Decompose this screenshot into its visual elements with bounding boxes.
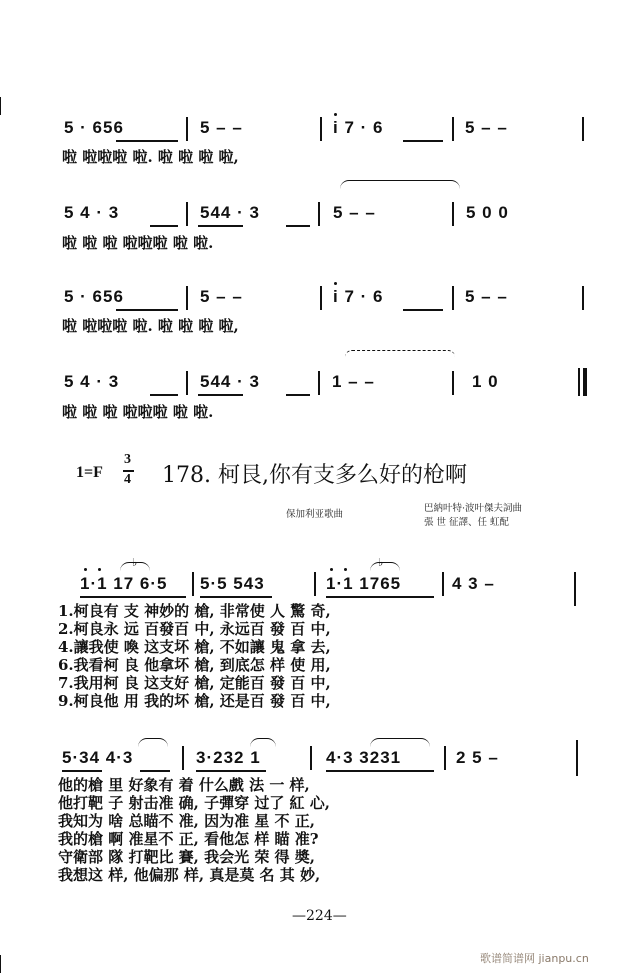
notes-song-1d: 4 3 – bbox=[452, 574, 495, 593]
notes-prev-1b: 5 – – bbox=[200, 118, 243, 137]
barline bbox=[314, 572, 316, 596]
verse-line: 6.我看柯 良 他拿坏 槍, 到底怎 样 使 用, bbox=[58, 656, 331, 674]
high-dot bbox=[334, 282, 337, 285]
beam bbox=[200, 596, 272, 598]
verse-line: 他打靶 子 射击准 确, 子彈穿 过了 紅 心, bbox=[58, 794, 331, 812]
notes-prev-2d: 5 0 0 bbox=[466, 203, 509, 222]
barline bbox=[582, 286, 584, 310]
notes-prev-4d: 1 0 bbox=[472, 372, 499, 391]
verse-line: 2.柯良永 远 百發百 中, 永远百 發 百 中, bbox=[58, 620, 331, 638]
verse-line: 4.讓我使 喚 这支坏 槍, 不如讓 鬼 拿 去, bbox=[58, 638, 331, 656]
barline bbox=[452, 117, 454, 141]
notes-prev-1d: 5 – – bbox=[465, 118, 508, 137]
barline bbox=[452, 286, 454, 310]
barline bbox=[452, 371, 454, 395]
watermark: 歌谱简谱网 jianpu.cn bbox=[480, 952, 589, 965]
barline bbox=[574, 572, 576, 606]
notes-song-1a: 1·1 17 6·5 bbox=[80, 574, 168, 593]
high-dot bbox=[98, 568, 101, 571]
slur bbox=[345, 350, 455, 357]
time-signature-top: 3 bbox=[124, 452, 131, 467]
beam bbox=[403, 309, 443, 311]
notes-song-2a: 5·34 4·3 bbox=[62, 748, 134, 767]
key-signature: 1=F bbox=[76, 464, 103, 481]
barline bbox=[582, 117, 584, 141]
margin-mark bbox=[0, 97, 3, 115]
barline bbox=[186, 202, 188, 226]
final-barline-thin bbox=[578, 368, 580, 396]
barline bbox=[192, 572, 194, 596]
barline bbox=[320, 286, 322, 310]
beam bbox=[116, 309, 178, 311]
notes-song-2d: 2 5 – bbox=[456, 748, 499, 767]
slur bbox=[340, 180, 460, 189]
notes-prev-4a: 5 4 · 3 bbox=[64, 372, 120, 391]
barline bbox=[444, 746, 446, 770]
verse-line: 7.我用柯 良 这支好 槍, 定能百 發 百 中, bbox=[58, 674, 331, 692]
beam bbox=[140, 770, 170, 772]
verse-line: 他的槍 里 好象有 着 什么戲 法 一 样, bbox=[58, 776, 310, 794]
beam bbox=[150, 394, 178, 396]
notes-song-2c: 4·3 3231 bbox=[326, 748, 402, 767]
notes-prev-4c: 1 – – bbox=[332, 372, 375, 391]
notes-prev-1c: i 7 · 6 bbox=[333, 118, 384, 137]
notes-prev-2b: 544 · 3 bbox=[200, 203, 260, 222]
notes-prev-3b: 5 – – bbox=[200, 287, 243, 306]
barline bbox=[186, 371, 188, 395]
barline bbox=[576, 740, 578, 776]
notes-prev-1a: 5 · 656 bbox=[64, 118, 124, 137]
flat-sign: ♭ bbox=[132, 556, 138, 569]
lyrics-prev-1: 啦 啦啦啦 啦. 啦 啦 啦 啦, bbox=[62, 148, 239, 166]
high-dot bbox=[344, 568, 347, 571]
slur bbox=[138, 738, 168, 747]
slur bbox=[370, 562, 400, 571]
notes-prev-4b: 544 · 3 bbox=[200, 372, 260, 391]
notes-song-2b: 3·232 1 bbox=[196, 748, 261, 767]
high-dot bbox=[330, 568, 333, 571]
beam bbox=[403, 140, 443, 142]
lyrics-prev-2: 啦 啦 啦 啦啦啦 啦 啦. bbox=[62, 234, 214, 252]
barline bbox=[310, 746, 312, 770]
beam bbox=[286, 225, 310, 227]
margin-mark bbox=[0, 955, 3, 973]
flat-sign: ♭ bbox=[378, 556, 384, 569]
barline bbox=[452, 202, 454, 226]
notes-prev-2a: 5 4 · 3 bbox=[64, 203, 120, 222]
high-dot bbox=[84, 568, 87, 571]
verse-line: 9.柯良他 用 我的坏 槍, 还是百 發 百 中, bbox=[58, 692, 331, 710]
verse-block-1 bbox=[58, 602, 331, 710]
beam bbox=[62, 770, 102, 772]
final-barline-thick bbox=[583, 368, 587, 396]
slur bbox=[250, 738, 276, 747]
beam bbox=[116, 140, 178, 142]
beam bbox=[198, 394, 243, 396]
beam bbox=[198, 225, 243, 227]
lyrics-prev-3: 啦 啦啦啦 啦. 啦 啦 啦 啦, bbox=[62, 317, 239, 335]
notes-song-1c: 1·1 1765 bbox=[326, 574, 402, 593]
barline bbox=[320, 117, 322, 141]
high-dot bbox=[334, 113, 337, 116]
verse-line: 1.柯良有 支 神妙的 槍, 非常使 人 驚 奇, bbox=[58, 602, 331, 620]
beam bbox=[150, 225, 178, 227]
verse-line: 我的槍 啊 准星不 正, 看他怎 样 瞄 准? bbox=[58, 830, 319, 848]
barline bbox=[318, 202, 320, 226]
barline bbox=[186, 117, 188, 141]
verse-line: 守衛部 隊 打靶比 賽, 我会光 荣 得 奬, bbox=[58, 848, 316, 866]
notes-prev-3c: i 7 · 6 bbox=[333, 287, 384, 306]
notes-song-1b: 5·5 543 bbox=[200, 574, 265, 593]
song-title: 178. 柯艮,你有支多么好的枪啊 bbox=[162, 463, 467, 488]
time-signature-bottom: 4 bbox=[124, 472, 131, 487]
composer-credit: 巴納叶特·波叶傑夫詞曲 bbox=[424, 503, 523, 514]
barline bbox=[186, 286, 188, 310]
beam bbox=[80, 596, 186, 598]
origin-credit: 保加利亚歌曲 bbox=[286, 509, 344, 520]
page-number: —224— bbox=[292, 908, 347, 924]
beam bbox=[326, 596, 434, 598]
barline bbox=[442, 572, 444, 596]
verse-line: 我知为 啥 总瞄不 准, 因为准 星 不 正, bbox=[58, 812, 316, 830]
barline bbox=[318, 371, 320, 395]
lyrics-prev-4: 啦 啦 啦 啦啦啦 啦 啦. bbox=[62, 403, 214, 421]
verse-line: 我想这 样, 他偏那 样, 真是莫 名 其 妙, bbox=[58, 866, 321, 884]
notes-prev-2c: 5 – – bbox=[333, 203, 376, 222]
beam bbox=[196, 770, 266, 772]
translator-credit: 張 世 征譯、任 虹配 bbox=[424, 517, 510, 528]
slur bbox=[370, 738, 430, 747]
notes-prev-3d: 5 – – bbox=[465, 287, 508, 306]
verse-block-2 bbox=[58, 776, 330, 884]
beam bbox=[326, 770, 434, 772]
notes-prev-3a: 5 · 656 bbox=[64, 287, 124, 306]
beam bbox=[286, 394, 310, 396]
barline bbox=[182, 746, 184, 770]
